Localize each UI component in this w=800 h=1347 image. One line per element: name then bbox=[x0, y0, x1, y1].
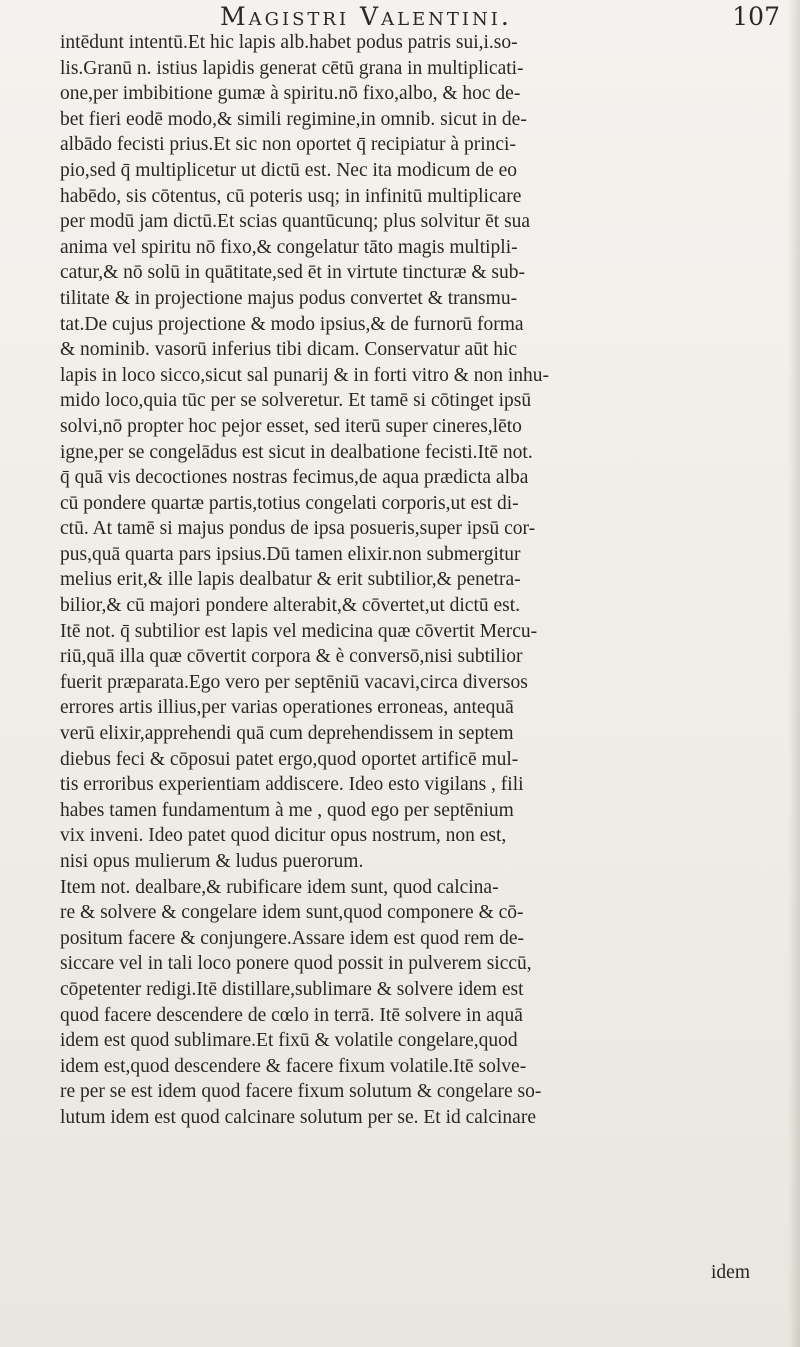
text-line: melius erit,& ille lapis dealbatur & erit subtilior,& penetra- bbox=[60, 569, 521, 591]
text-line: tat.De cujus projectione & modo ipsius,& de furnorū forma bbox=[60, 313, 524, 335]
text-line: pio,sed q̄ multiplicetur ut dictū est. Nec ita modicum de eo bbox=[60, 159, 518, 181]
page-header bbox=[0, 2, 800, 32]
text-line: catur,& nō solū in quātitate,sed ēt in virtute tincturæ & sub- bbox=[60, 262, 525, 284]
text-line: igne,per se congelādus est sicut in dealbatione fecisti.Itē not. bbox=[60, 441, 533, 463]
text-line: idem est,quod descendere & facere fixum volatile.Itē solve- bbox=[60, 1055, 527, 1077]
text-line: lapis in loco sicco,sicut sal punarij & in forti vitro & non inhu- bbox=[60, 364, 550, 386]
text-line: Item not. dealbare,& rubificare idem sunt, quod calcina- bbox=[60, 876, 499, 898]
text-line: errores artis illius,per varias operationes erroneas, antequā bbox=[60, 697, 514, 719]
text-line: albādo fecisti prius.Et sic non oportet q̄ recipiatur à princi- bbox=[60, 134, 516, 156]
text-line: siccare vel in tali loco ponere quod possit in pulverem siccū, bbox=[60, 953, 532, 975]
text-line: re per se est idem quod facere fixum solutum & congelare so- bbox=[60, 1081, 542, 1103]
text-line: diebus feci & cōposui patet ergo,quod oportet artificē mul- bbox=[60, 748, 519, 770]
text-line: idem est quod sublimare.Et fixū & volatile congelare,quod bbox=[60, 1030, 518, 1052]
text-line: re & solvere & congelare idem sunt,quod componere & cō- bbox=[60, 902, 524, 924]
text-line: Itē not. q̄ subtilior est lapis vel medicina quæ cōvertit Mercu- bbox=[60, 620, 538, 642]
text-line: habēdo, sis cōtentus, cū poteris usq; in infinitū multiplicare bbox=[60, 185, 522, 207]
text-line: vix inveni. Ideo patet quod dicitur opus nostrum, non est, bbox=[60, 825, 507, 847]
catchword: idem bbox=[711, 1262, 750, 1283]
text-line: tis erroribus experientiam addiscere. Ideo esto vigilans , fili bbox=[60, 774, 524, 796]
text-line: nisi opus mulierum & ludus puerorum. bbox=[60, 851, 364, 872]
page-number: 107 bbox=[732, 2, 780, 31]
text-line: per modū jam dictū.Et scias quantūcunq; plus solvitur ēt sua bbox=[60, 211, 531, 233]
text-line: solvi,nō propter hoc pejor esset, sed iterū super cineres,lēto bbox=[60, 415, 522, 437]
text-line: one,per imbibitione gumæ à spiritu.nō fixo,albo, & hoc de- bbox=[60, 83, 521, 105]
text-line: anima vel spiritu nō fixo,& congelatur tāto magis multipli- bbox=[60, 236, 518, 258]
text-line: mido loco,quia tūc per se solveretur. Et tamē si cōtinget ipsū bbox=[60, 390, 532, 412]
text-line: & nominib. vasorū inferius tibi dicam. Conservatur aūt hic bbox=[60, 339, 518, 361]
text-line: intēdunt intentū.Et hic lapis alb.habet podus patris sui,i.so- bbox=[60, 32, 518, 53]
text-line: riū,quā illa quæ cōvertit corpora & è conversō,nisi subtilior bbox=[60, 646, 523, 668]
text-line: habes tamen fundamentum à me , quod ego per septēnium bbox=[60, 799, 514, 821]
body-text bbox=[60, 30, 795, 1131]
text-line: bilior,& cū majori pondere alterabit,& cōvertet,ut dictū est. bbox=[60, 595, 521, 617]
text-line: positum facere & conjungere.Assare idem est quod rem de- bbox=[60, 927, 525, 949]
text-line: verū elixir,apprehendi quā cum deprehendissem in septem bbox=[60, 723, 514, 745]
text-line: lutum idem est quod calcinare solutum per se. Et id calcinare bbox=[60, 1106, 536, 1128]
running-head: Magistri Valentini. bbox=[220, 2, 512, 31]
text-line: pus,quā quarta pars ipsius.Dū tamen elixir.non submergitur bbox=[60, 543, 521, 565]
text-line: ctū. At tamē si majus pondus de ipsa posueris,super ipsū cor- bbox=[60, 518, 536, 540]
text-line: cū pondere quartæ partis,totius congelati corporis,ut est di- bbox=[60, 492, 519, 514]
text-line: bet fieri eodē modo,& simili regimine,in omnib. sicut in de- bbox=[60, 108, 527, 130]
text-line: lis.Granū n. istius lapidis generat cētū grana in multiplicati- bbox=[60, 57, 524, 79]
text-line: quod facere descendere de cœlo in terrā. Itē solvere in aquā bbox=[60, 1004, 523, 1026]
page-edge-shadow bbox=[788, 0, 800, 1347]
text-line: q̄ quā vis decoctiones nostras fecimus,de aqua prædicta alba bbox=[60, 467, 529, 489]
text-line: tilitate & in projectione majus podus convertet & transmu- bbox=[60, 287, 518, 309]
text-line: fuerit præparata.Ego vero per septēniū vacavi,circa diversos bbox=[60, 671, 528, 693]
text-line: cōpetenter redigi.Itē distillare,sublimare & solvere idem est bbox=[60, 978, 524, 1000]
